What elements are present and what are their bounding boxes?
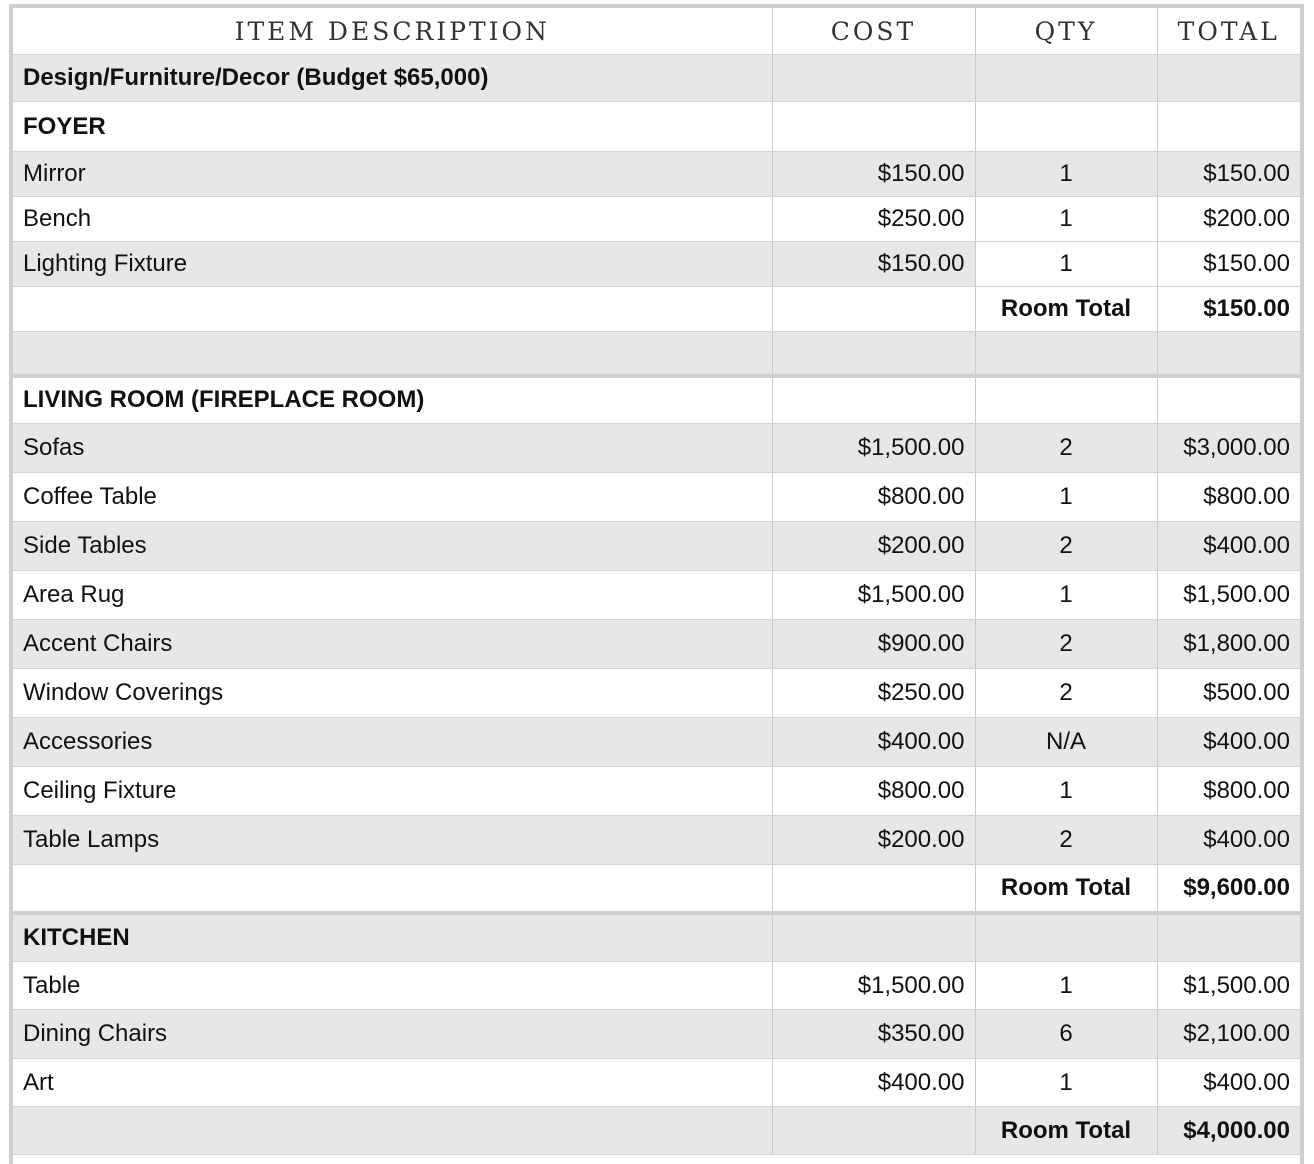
empty-cell: [13, 865, 772, 913]
room-total-row-kitchen: [13, 1107, 1300, 1155]
table-row: [13, 1010, 1300, 1059]
room-total-value: $4,000.00: [1157, 1107, 1300, 1155]
empty-cell: [975, 55, 1157, 102]
budget-sheet: [9, 4, 1304, 1164]
table-row: [13, 522, 1300, 571]
total-cell: $800.00: [1157, 473, 1300, 522]
item-cell: Area Rug: [13, 571, 772, 620]
empty-cell: [772, 102, 975, 152]
item-cell: Accent Chairs: [13, 620, 772, 669]
cost-cell: $250.00: [772, 197, 975, 242]
total-cell: $2,100.00: [1157, 1010, 1300, 1059]
table-row: [13, 197, 1300, 242]
item-cell: Art: [13, 1059, 772, 1107]
qty-cell: 1: [975, 571, 1157, 620]
cost-cell: $800.00: [772, 767, 975, 816]
table-row: [13, 718, 1300, 767]
empty-cell: [13, 1107, 772, 1155]
budget-title: Design/Furniture/Decor (Budget $65,000): [13, 55, 772, 102]
header-qty: QTY: [975, 8, 1157, 55]
item-cell: Bench: [13, 197, 772, 242]
total-cell: $200.00: [1157, 197, 1300, 242]
section-row-kitchen: [13, 913, 1300, 962]
qty-cell: 2: [975, 816, 1157, 865]
section-title-living-room: LIVING ROOM (FIREPLACE ROOM): [13, 376, 772, 424]
cost-cell: $150.00: [772, 152, 975, 197]
section-title-kitchen: KITCHEN: [13, 913, 772, 962]
cost-cell: $350.00: [772, 1010, 975, 1059]
item-cell: Window Coverings: [13, 669, 772, 718]
qty-cell: 2: [975, 620, 1157, 669]
total-cell: $800.00: [1157, 767, 1300, 816]
empty-cell: [13, 287, 772, 332]
qty-cell: 1: [975, 473, 1157, 522]
cost-cell: $800.00: [772, 473, 975, 522]
item-cell: Lighting Fixture: [13, 242, 772, 287]
item-cell: Table: [13, 962, 772, 1010]
empty-cell: [975, 913, 1157, 962]
empty-cell: [772, 287, 975, 332]
item-cell: Dining Chairs: [13, 1010, 772, 1059]
empty-cell: [1157, 376, 1300, 424]
qty-cell: 6: [975, 1010, 1157, 1059]
header-row: [13, 8, 1300, 55]
header-cost: COST: [772, 8, 975, 55]
total-cell: $500.00: [1157, 669, 1300, 718]
cost-cell: $150.00: [772, 242, 975, 287]
table-row: [13, 152, 1300, 197]
cost-cell: $900.00: [772, 620, 975, 669]
table-row: [13, 242, 1300, 287]
empty-cell: [772, 55, 975, 102]
item-cell: Ceiling Fixture: [13, 767, 772, 816]
empty-cell: [1157, 332, 1300, 376]
cost-cell: $1,500.00: [772, 424, 975, 473]
room-total-row-living-room: [13, 865, 1300, 913]
qty-cell: 1: [975, 1059, 1157, 1107]
empty-cell: [975, 102, 1157, 152]
item-cell: Sofas: [13, 424, 772, 473]
empty-cell: [1157, 55, 1300, 102]
table-row: [13, 767, 1300, 816]
item-cell: Mirror: [13, 152, 772, 197]
total-cell: $150.00: [1157, 242, 1300, 287]
cost-cell: $200.00: [772, 522, 975, 571]
total-cell: $400.00: [1157, 1059, 1300, 1107]
qty-cell: 1: [975, 962, 1157, 1010]
cost-cell: $200.00: [772, 816, 975, 865]
header-total: TOTAL: [1157, 8, 1300, 55]
empty-cell: [1157, 913, 1300, 962]
qty-cell: N/A: [975, 718, 1157, 767]
cost-cell: $400.00: [772, 1059, 975, 1107]
budget-title-row: [13, 55, 1300, 102]
section-row-living-room: [13, 376, 1300, 424]
room-total-label: Room Total: [975, 1107, 1157, 1155]
cost-cell: $400.00: [772, 718, 975, 767]
table-row: [13, 962, 1300, 1010]
empty-cell: [772, 865, 975, 913]
item-cell: Accessories: [13, 718, 772, 767]
cost-cell: $250.00: [772, 669, 975, 718]
empty-cell: [975, 332, 1157, 376]
total-cell: $1,500.00: [1157, 571, 1300, 620]
cost-cell: $1,500.00: [772, 962, 975, 1010]
cost-cell: $1,500.00: [772, 571, 975, 620]
total-cell: $3,000.00: [1157, 424, 1300, 473]
qty-cell: 1: [975, 152, 1157, 197]
total-cell: $400.00: [1157, 718, 1300, 767]
total-cell: $150.00: [1157, 152, 1300, 197]
table-row: [13, 620, 1300, 669]
total-cell: $400.00: [1157, 522, 1300, 571]
section-title-foyer: FOYER: [13, 102, 772, 152]
room-total-row-foyer: [13, 287, 1300, 332]
empty-cell: [13, 332, 772, 376]
table-row: [13, 424, 1300, 473]
table-row: [13, 816, 1300, 865]
empty-cell: [772, 913, 975, 962]
item-cell: Coffee Table: [13, 473, 772, 522]
table-row: [13, 669, 1300, 718]
qty-cell: 2: [975, 669, 1157, 718]
table-row: [13, 1059, 1300, 1107]
item-cell: Table Lamps: [13, 816, 772, 865]
spacer-row: [13, 332, 1300, 376]
qty-cell: 1: [975, 767, 1157, 816]
budget-table: [13, 8, 1300, 1155]
qty-cell: 1: [975, 242, 1157, 287]
empty-cell: [975, 376, 1157, 424]
room-total-label: Room Total: [975, 287, 1157, 332]
qty-cell: 1: [975, 197, 1157, 242]
empty-cell: [772, 1107, 975, 1155]
total-cell: $1,800.00: [1157, 620, 1300, 669]
table-row: [13, 473, 1300, 522]
empty-cell: [772, 332, 975, 376]
empty-cell: [772, 376, 975, 424]
table-row: [13, 571, 1300, 620]
total-cell: $400.00: [1157, 816, 1300, 865]
item-cell: Side Tables: [13, 522, 772, 571]
room-total-label: Room Total: [975, 865, 1157, 913]
qty-cell: 2: [975, 424, 1157, 473]
total-cell: $1,500.00: [1157, 962, 1300, 1010]
qty-cell: 2: [975, 522, 1157, 571]
room-total-value: $9,600.00: [1157, 865, 1300, 913]
empty-cell: [1157, 102, 1300, 152]
section-row-foyer: [13, 102, 1300, 152]
room-total-value: $150.00: [1157, 287, 1300, 332]
header-item-description: ITEM DESCRIPTION: [13, 8, 772, 55]
